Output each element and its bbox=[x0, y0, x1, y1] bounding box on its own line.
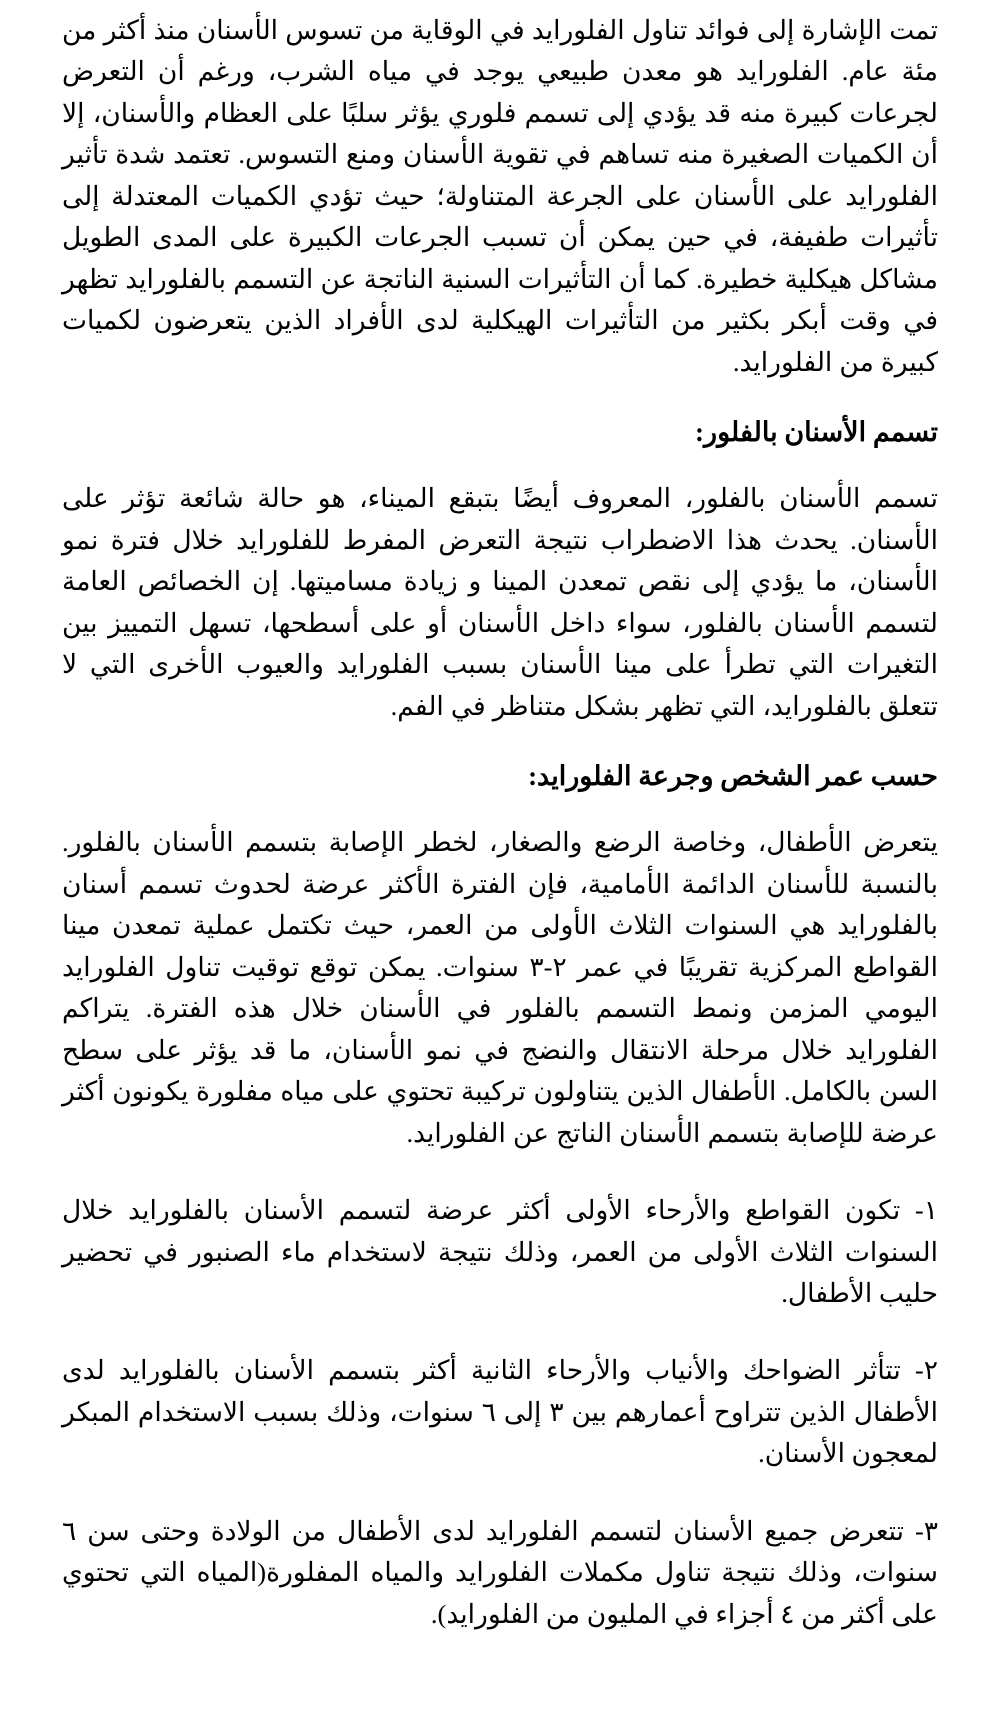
paragraph-fluorosis: تسمم الأسنان بالفلور، المعروف أيضًا بتبقع الميناء، هو حالة شائعة تؤثر على الأسنان. يحدث هذا الاضطراب نتيجة التعرض المفرط للفلورايد خلال فترة نمو الأسنان، ما يؤدي إلى نقص تمعدن المينا و زيادة مساميتها. إن الخصائص العامة لتسمم الأسنان بالفلور، سواء داخل الأسنان أو على أسطحها، تسهل التمييز بين التغيرات التي تطرأ على مينا الأسنان بسبب الفلورايد والعيوب الأخرى التي لا تتعلق بالفلورايد، التي تظهر بشكل متناظر في الفم. bbox=[62, 483, 938, 721]
document-body bbox=[62, 10, 938, 1635]
paragraph-age-dose: يتعرض الأطفال، وخاصة الرضع والصغار، لخطر الإصابة بتسمم الأسنان بالفلور. بالنسبة للأسنان الدائمة الأمامية، فإن الفترة الأكثر عرضة لحدوث تسمم أسنان بالفلورايد هي السنوات الثلاث الأولى من العمر، حيث تكتمل عملية تمعدن مينا القواطع المركزية تقريبًا في عمر ٢-٣ سنوات. يمكن توقع توقيت تناول الفلورايد اليومي المزمن ونمط التسمم بالفلور في الأسنان خلال هذه الفترة. يتراكم الفلورايد خلال مرحلة الانتقال والنضج في نمو الأسنان، ما قد يؤثر على سطح السن بالكامل. الأطفال الذين يتناولون تركيبة تحتوي على مياه مفلورة يكونون أكثر عرضة للإصابة بتسمم الأسنان الناتج عن الفلورايد. bbox=[62, 827, 938, 1148]
list-item: ٣- تتعرض جميع الأسنان لتسمم الفلورايد لدى الأطفال من الولادة وحتى سن ٦ سنوات، وذلك نتيجة تناول مكملات الفلورايد والمياه المفلورة(المياه التي تحتوي على أكثر من ٤ أجزاء في المليون من الفلورايد). bbox=[62, 1515, 938, 1629]
numbered-list bbox=[62, 1190, 938, 1635]
paragraph-intro: تمت الإشارة إلى فوائد تناول الفلورايد في الوقاية من تسوس الأسنان منذ أكثر من مئة عام. الفلورايد هو معدن طبيعي يوجد في مياه الشرب، ورغم أن التعرض لجرعات كبيرة منه قد يؤدي إلى تسمم فلوري يؤثر سلبًا على العظام والأسنان، إلا أن الكميات الصغيرة منه تساهم في تقوية الأسنان ومنع التسوس. تعتمد شدة تأثير الفلورايد على الأسنان على الجرعة المتناولة؛ حيث تؤدي الكميات المعتدلة إلى تأثيرات طفيفة، في حين يمكن أن تسبب الجرعات الكبيرة على المدى الطويل مشاكل هيكلية خطيرة. كما أن التأثيرات السنية الناتجة عن التسمم بالفلورايد تظهر في وقت أبكر بكثير من التأثيرات الهيكلية لدى الأفراد الذين يتعرضون لكميات كبيرة من الفلورايد. bbox=[62, 15, 938, 377]
heading-age-and-dose: حسب عمر الشخص وجرعة الفلورايد: bbox=[528, 761, 938, 792]
heading-dental-fluorosis: تسمم الأسنان بالفلور: bbox=[695, 417, 938, 448]
list-item: ٢- تتأثر الضواحك والأنياب والأرحاء الثانية أكثر بتسمم الأسنان بالفلورايد لدى الأطفال الذين تتراوح أعمارهم بين ٣ إلى ٦ سنوات، وذلك بسبب الاستخدام المبكر لمعجون الأسنان. bbox=[62, 1355, 939, 1469]
list-item: ١- تكون القواطع والأرحاء الأولى أكثر عرضة لتسمم الأسنان بالفلورايد خلال السنوات الثلاث الأولى من العمر، وذلك نتيجة لاستخدام ماء الصنبور في تحضير حليب الأطفال. bbox=[62, 1195, 938, 1308]
